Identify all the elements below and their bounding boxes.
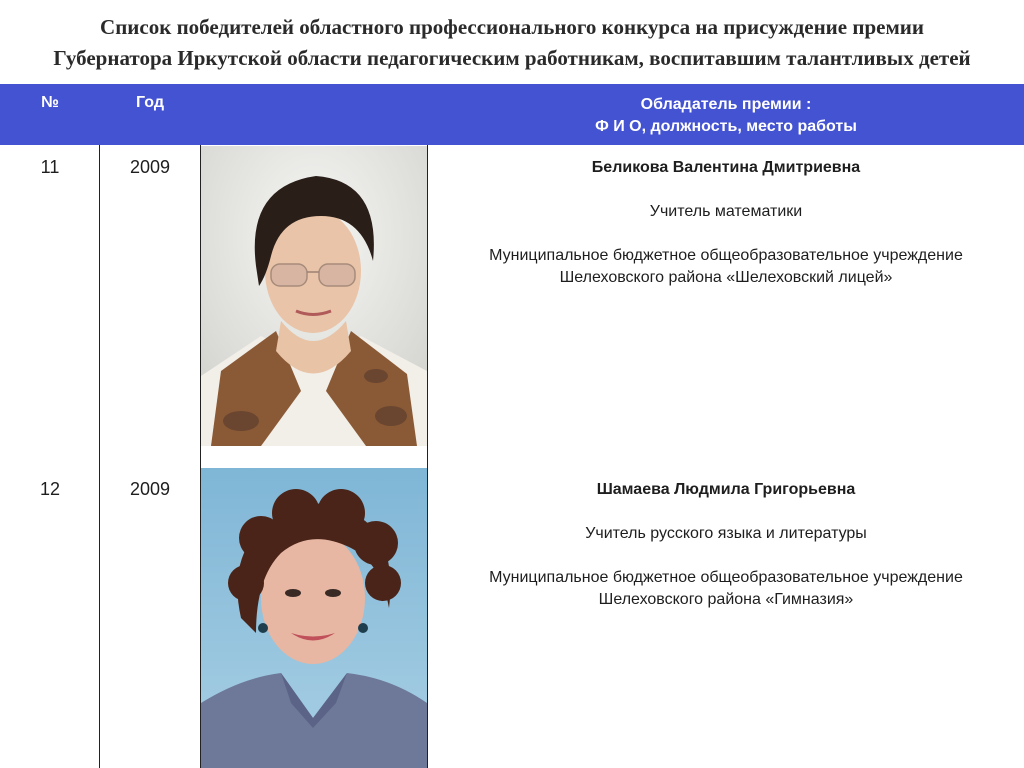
header-owner-line-1: Обладатель премии : [640,96,812,113]
winner-name: Беликова Валентина Дмитриевна [591,159,861,176]
row-number: 11 [40,157,60,177]
title-line-1: Список победителей областного профессионального конкурса на присуждение премии [100,15,924,39]
portrait-photo [201,468,427,768]
organization-line-1: Муниципальное бюджетное общеобразовательное учреждение [489,569,963,586]
table-header [0,84,1024,145]
winner-name: Шамаева Людмила Григорьевна [596,481,856,498]
row-number: 12 [39,479,61,499]
organization-line-1: Муниципальное бюджетное общеобразовательное учреждение [489,247,963,264]
column-divider [99,145,100,768]
header-owner-line-2: Ф И О, должность, место работы [595,118,857,135]
winner-position: Учитель математики [649,203,803,220]
page-title [0,12,1024,74]
header-number: № [41,94,59,111]
winner-info [428,479,1024,611]
winner-position: Учитель русского языка и литературы [585,525,867,542]
winner-info [428,157,1024,289]
winner-organization [428,567,1024,611]
title-line-2: Губернатора Иркутской области педагогическим работникам, воспитавшим талантливых детей [53,46,971,70]
row-year: 2009 [129,479,171,499]
row-year: 2009 [129,157,171,177]
portrait-photo [201,146,427,446]
winner-organization [428,245,1024,289]
header-owner [428,94,1024,138]
organization-line-2: Шелеховского района «Шелеховский лицей» [559,269,893,286]
header-year: Год [136,94,164,111]
organization-line-2: Шелеховского района «Гимназия» [598,591,854,608]
